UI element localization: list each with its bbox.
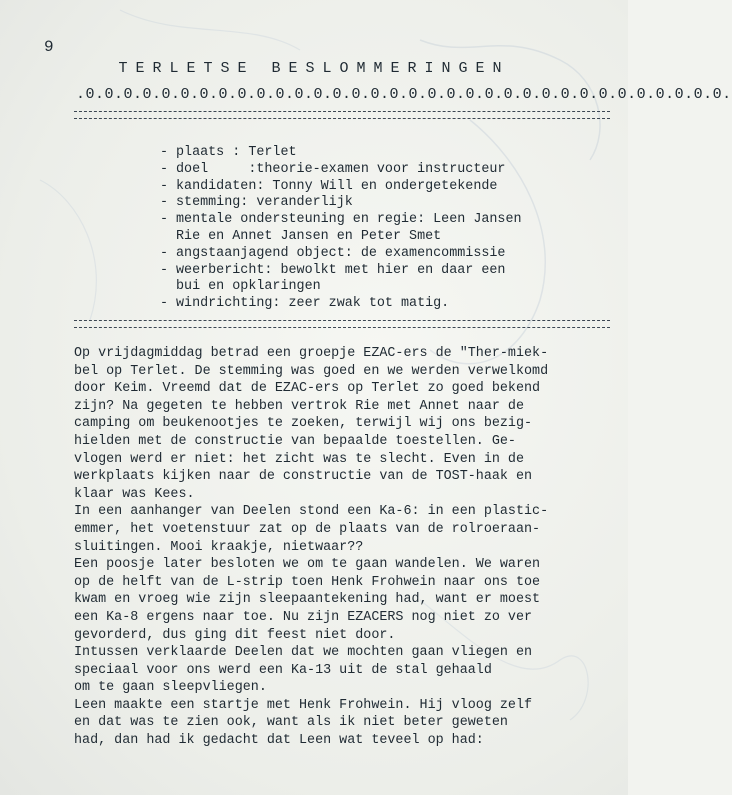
body-line: op de helft van de L-strip toen Henk Frohwein naar ons toe [74,574,541,590]
top-double-rule [74,111,610,119]
body-line: In een aanhanger van Deelen stond een Ka-6: in een plastic- [74,504,549,520]
fact-text: Rie en Annet Jansen en Peter Smet [176,228,442,244]
dash-bullet: - [160,145,169,160]
body-line: Een poosje later besloten we om te gaan wandelen. We waren [74,557,541,573]
fact-item [160,246,522,263]
fact-item [160,195,522,212]
fact-item-continuation [160,229,522,246]
fact-text: angstaanjagend object: de examencommissie [176,245,506,261]
fact-text: mentale ondersteuning en regie: Leen Jansen [176,212,522,228]
fact-text: stemming: veranderlijk [176,195,353,211]
fact-text: bui en opklaringen [176,279,321,295]
body-line: werkplaats kijken naar de constructie van de TOST-haak en [74,469,533,485]
body-text [74,345,604,750]
body-line: Leen maakte een startje met Henk Frohwein. Hij vloog zelf [74,697,533,713]
body-line: vlogen werd er niet: het zicht was te slecht. Even in de [74,451,524,467]
dash-bullet: - [160,212,169,228]
page-number: 9 [44,38,54,56]
dash-bullet: - [160,178,169,194]
body-line: en dat was te zien ook, want als ik niet beter geweten [74,715,508,731]
body-line: sluitingen. Mooi kraakje, nietwaar?? [74,539,364,555]
bleed-stroke [120,10,300,50]
fact-text: weerbericht: bewolkt met hier en daar een [176,262,506,278]
bottom-double-rule [74,320,610,328]
body-line: hielden met de constructie van bepaalde toestellen. Ge- [74,433,516,449]
fact-item [160,296,522,313]
fact-item [160,212,522,229]
fact-item [160,145,522,162]
fact-text: kandidaten: Tonny Will en ondergetekende [176,178,498,194]
body-line: camping om beukenootjes te zoeken, terwijl wij ons bezig- [74,416,533,432]
body-line: een Ka-8 ergens naar toe. Nu zijn EZACERS nog niet zo ver [74,609,533,625]
body-line: om te gaan sleepvliegen. [74,680,267,696]
dash-bullet: - [160,161,169,177]
fact-item [160,162,522,179]
dash-bullet: - [160,262,169,278]
body-line: bel op Terlet. De stemming was goed en we werden verwelkomd [74,363,549,379]
body-line: Op vrijdagmiddag betrad een groepje EZAC-ers de "Ther-miek- [74,346,549,361]
dash-bullet: - [160,296,169,312]
fact-text: windrichting: zeer zwak tot matig. [176,296,450,312]
body-line: had, dan had ik gedacht dat Leen wat teveel op had: [74,733,484,749]
dash-bullet: - [160,245,169,261]
facts-list [160,145,522,313]
bleed-stroke [40,180,96,320]
fact-item-continuation [160,279,522,296]
body-line: kwam en vroeg wie zijn sleepaantekening had, want er moest [74,592,541,608]
body-line: Intussen verklaarde Deelen dat we mochten gaan vliegen en [74,645,533,661]
body-line: zijn? Na gegeten te hebben vertrok Rie met Annet naar de [74,398,524,414]
body-line: klaar was Kees. [74,486,195,502]
page-title: TERLETSE BESLOMMERINGEN [118,60,510,77]
fact-text: doel :theorie-examen voor instructeur [176,161,506,177]
fact-item [160,263,522,280]
body-line: speciaal voor ons werd een Ka-13 uit de stal gehaald [74,662,492,678]
fact-item [160,179,522,196]
fact-text: plaats : Terlet [176,145,297,160]
body-line: emmer, het voetenstuur zat op de plaats van de rolroeraan- [74,521,541,537]
body-line: gevorderd, dus ging dit feest niet door. [74,627,396,643]
dot-separator: .0.0.0.0.0.0.0.0.0.0.0.0.0.0.0.0.0.0.0.0.0.0.0.0.0.0.0.0.0.0.0.0.0.0. [76,86,732,103]
dash-bullet: - [160,195,169,211]
body-line: door Keim. Vreemd dat de EZAC-ers op Terlet zo goed bekend [74,381,541,397]
